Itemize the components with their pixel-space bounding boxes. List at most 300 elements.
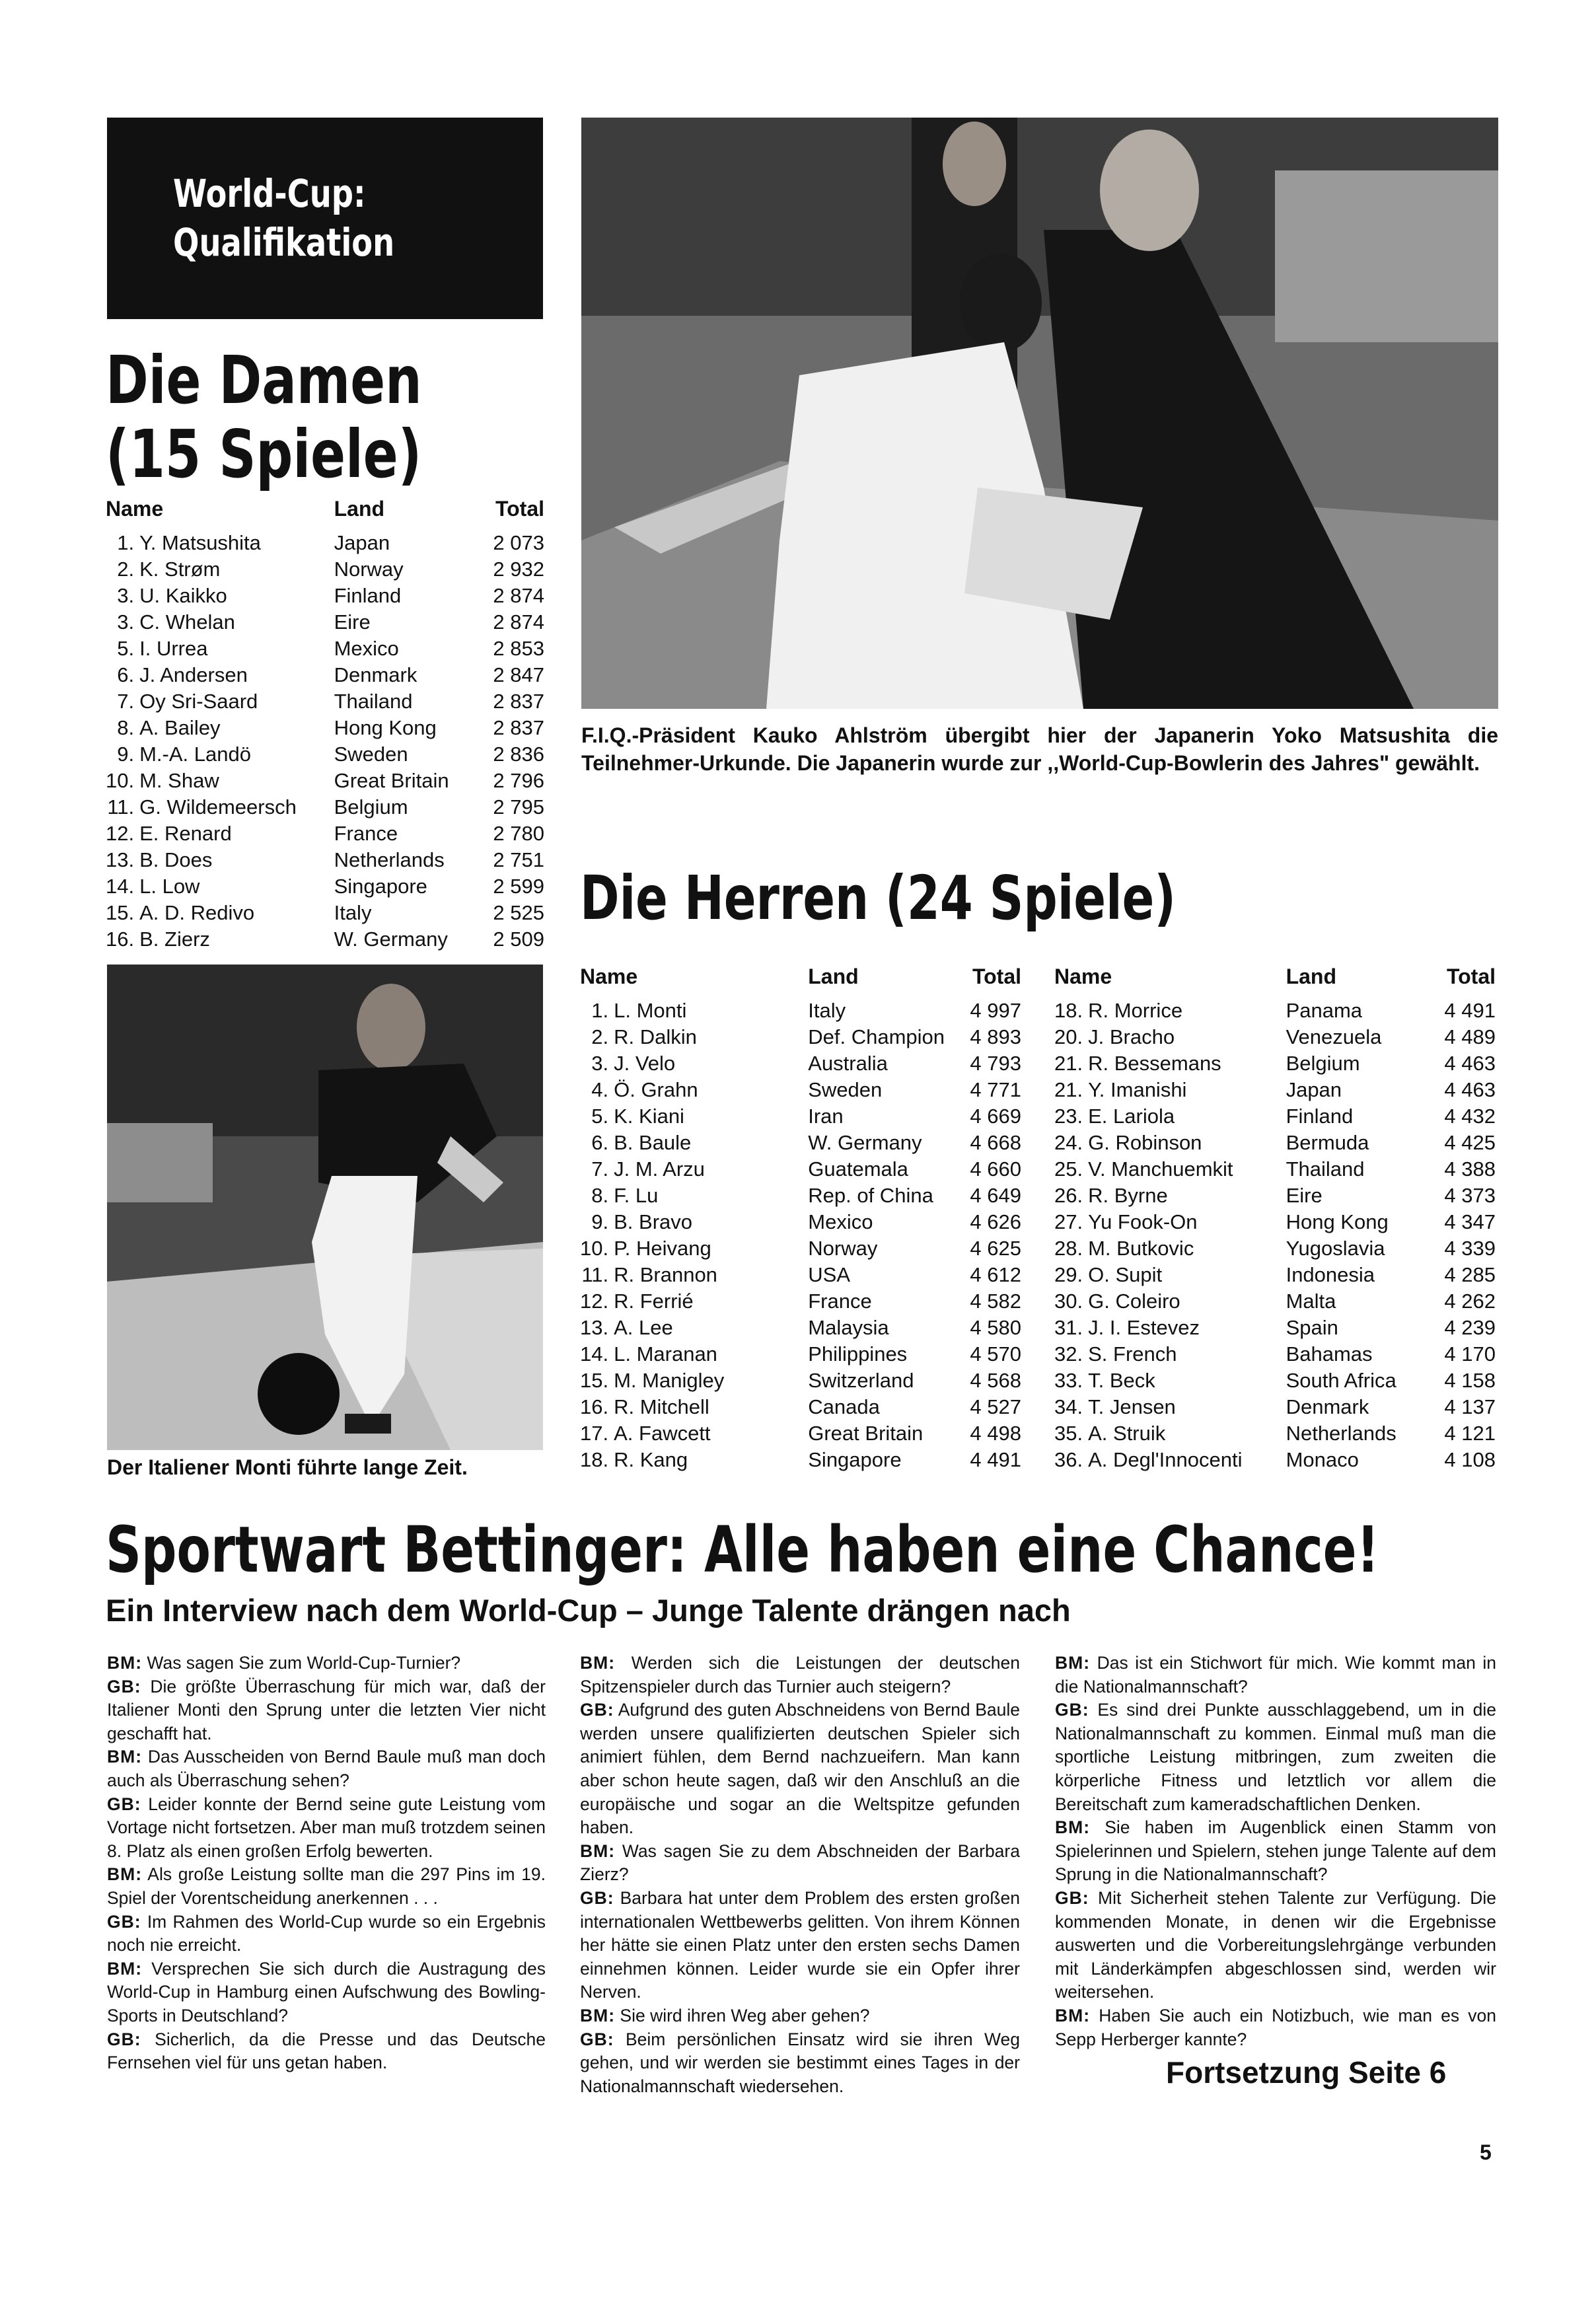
total-cell: 4 793 (970, 1052, 1021, 1075)
name-cell: G. Wildemeersch (139, 795, 297, 819)
total-cell: 4 158 (1444, 1369, 1496, 1392)
total-cell: 2 780 (493, 822, 544, 845)
total-cell: 4 491 (970, 1448, 1021, 1471)
rank-cell: 13. (106, 848, 135, 871)
total-cell: 4 612 (970, 1263, 1021, 1286)
total-cell: 2 509 (493, 928, 544, 951)
speaker-label: BM: (107, 1747, 143, 1767)
speaker-label: BM: (107, 1653, 143, 1673)
rank-cell: 27. (1054, 1210, 1083, 1233)
rank-cell: 16. (580, 1395, 609, 1418)
interview-text: Sie haben im Augenblick einen Stamm von Spielerinnen und Spielern, stehen junge Talente auf dem Sprung in die Nationalmannschaft? (1055, 1817, 1496, 1885)
country-cell: Netherlands (1286, 1422, 1396, 1445)
name-cell: Y. Imanishi (1088, 1078, 1187, 1101)
country-cell: Great Britain (334, 769, 449, 792)
table-row (1054, 1315, 1496, 1341)
table-row (106, 741, 544, 768)
total-cell: 4 771 (970, 1078, 1021, 1101)
rank-cell: 2. (117, 558, 135, 581)
total-cell: 4 649 (970, 1184, 1021, 1207)
interview-text: Werden sich die Leistungen der deutschen Spitzenspieler durch das Turnier auch steigern? (580, 1653, 1020, 1696)
country-cell: Mexico (334, 637, 399, 660)
country-cell: W. Germany (808, 1131, 922, 1154)
rank-cell: 30. (1054, 1290, 1083, 1313)
rank-cell: 17. (580, 1422, 609, 1445)
table-row (1054, 1288, 1496, 1315)
name-cell: G. Coleiro (1088, 1290, 1180, 1313)
interview-text: Sie wird ihren Weg aber gehen? (620, 2005, 870, 2025)
table-row (106, 715, 544, 741)
section-header-line1: World-Cup: (173, 171, 366, 216)
country-cell: Great Britain (808, 1422, 924, 1445)
name-cell: Oy Sri-Saard (139, 690, 258, 713)
total-cell: 2 751 (493, 848, 544, 871)
rank-cell: 5. (117, 637, 135, 660)
interview-text: Mit Sicherheit stehen Talente zur Verfügung. Die kommenden Monate, in denen wir die Ergebnisse auswerten und die Vorbereitungslehrgänge verbunden mit Länderkämpfen abgeschlossen sind, werden wir weitersehen. (1055, 1887, 1496, 2002)
table-row (106, 768, 544, 794)
column-header-land: Land (808, 965, 859, 988)
table-row (1054, 998, 1496, 1024)
interview-text: Die größte Überraschung für mich war, daß der Italiener Monti den Sprung unter die letzten Vier nicht geschafft hat. (107, 1676, 546, 1743)
total-cell: 4 668 (970, 1131, 1021, 1154)
total-cell: 4 491 (1444, 999, 1496, 1022)
name-cell: K. Strøm (139, 558, 221, 581)
interview-paragraph (1055, 2004, 1496, 2051)
country-cell: Spain (1286, 1316, 1338, 1339)
total-cell: 4 568 (970, 1369, 1021, 1392)
rank-cell: 33. (1054, 1369, 1083, 1392)
table-row (106, 794, 544, 820)
rank-cell: 24. (1054, 1131, 1083, 1154)
country-cell: Monaco (1286, 1448, 1359, 1471)
table-row (580, 1420, 1021, 1447)
total-cell: 4 582 (970, 1290, 1021, 1313)
rank-cell: 6. (117, 663, 135, 686)
total-cell: 4 121 (1444, 1422, 1496, 1445)
name-cell: M. Manigley (614, 1369, 725, 1392)
total-cell: 2 599 (493, 875, 544, 898)
country-cell: Philippines (808, 1342, 908, 1366)
table-row (1054, 1130, 1496, 1156)
table-row (580, 1050, 1021, 1077)
speaker-label: GB: (580, 1700, 614, 1720)
table-row (580, 1183, 1021, 1209)
speaker-label: GB: (107, 1794, 141, 1814)
total-cell: 4 570 (970, 1342, 1021, 1366)
speaker-label: GB: (107, 1676, 141, 1696)
table-row (1054, 1077, 1496, 1103)
rank-cell: 1. (117, 531, 135, 554)
name-cell: T. Jensen (1088, 1395, 1176, 1418)
rank-cell: 11. (581, 1263, 609, 1286)
rank-cell: 21. (1054, 1078, 1083, 1101)
interview-text: Leider konnte der Bernd seine gute Leistung vom Vortage nicht fortsetzen. Aber man muß trotzdem seinen 8. Platz als einen großen Erfolg bewerten. (107, 1794, 546, 1861)
bowler-photo-caption: Der Italiener Monti führte lange Zeit. (107, 1455, 468, 1479)
name-cell: Ö. Grahn (614, 1078, 698, 1101)
total-cell: 4 893 (970, 1025, 1021, 1048)
interview-text: Was sagen Sie zum World-Cup-Turnier? (147, 1653, 461, 1673)
country-cell: Panama (1286, 999, 1363, 1022)
interview-paragraph (580, 2004, 1020, 2028)
country-cell: Italy (334, 901, 372, 924)
name-cell: O. Supit (1088, 1263, 1163, 1286)
interview-column-2 (580, 1652, 1020, 2098)
herren-results-table-left (580, 963, 1021, 1473)
column-header-total: Total (495, 497, 544, 521)
country-cell: South Africa (1286, 1369, 1396, 1392)
table-row (106, 662, 544, 688)
table-row (106, 583, 544, 609)
name-cell: R. Brannon (614, 1263, 717, 1286)
name-cell: B. Zierz (139, 928, 210, 951)
rank-cell: 23. (1054, 1105, 1083, 1128)
section-header-line2: Qualifikation (173, 220, 395, 265)
total-cell: 4 997 (970, 999, 1021, 1022)
rank-cell: 13. (580, 1316, 609, 1339)
total-cell: 4 262 (1444, 1290, 1496, 1313)
country-cell: Malaysia (808, 1316, 889, 1339)
interview-paragraph (107, 1911, 546, 1957)
name-cell: I. Urrea (139, 637, 208, 660)
country-cell: Netherlands (334, 848, 445, 871)
interview-column-1 (107, 1652, 546, 2075)
name-cell: S. French (1088, 1342, 1177, 1366)
table-row (106, 609, 544, 636)
name-cell: B. Bravo (614, 1210, 692, 1233)
total-cell: 2 073 (493, 531, 544, 554)
speaker-label: GB: (1055, 1700, 1089, 1720)
rank-cell: 20. (1054, 1025, 1083, 1048)
speaker-label: BM: (580, 2005, 616, 2025)
interview-paragraph (107, 1745, 546, 1792)
speaker-label: BM: (1055, 2005, 1091, 2025)
name-cell: R. Kang (614, 1448, 688, 1471)
column-header-total: Total (972, 965, 1021, 988)
total-cell: 4 669 (970, 1105, 1021, 1128)
country-cell: Thailand (1286, 1157, 1365, 1181)
total-cell: 2 837 (493, 716, 544, 739)
interview-paragraph (580, 1698, 1020, 1840)
total-cell: 4 137 (1444, 1395, 1496, 1418)
interview-paragraph (580, 1840, 1020, 1887)
country-cell: Japan (334, 531, 390, 554)
rank-cell: 15. (580, 1369, 609, 1392)
interview-subhead: Ein Interview nach dem World-Cup – Junge Talente drängen nach (106, 1593, 1071, 1628)
country-cell: France (808, 1290, 872, 1313)
rank-cell: 6. (591, 1131, 609, 1154)
table-row (106, 636, 544, 662)
interview-text: Das ist ein Stichwort für mich. Wie kommt man in die Nationalmannschaft? (1055, 1653, 1496, 1696)
name-cell: E. Renard (139, 822, 232, 845)
interview-text: Was sagen Sie zu dem Abschneiden der Barbara Zierz? (580, 1841, 1020, 1885)
country-cell: Thailand (334, 690, 413, 713)
name-cell: J. I. Estevez (1088, 1316, 1200, 1339)
award-ceremony-photo (581, 118, 1498, 709)
interview-paragraph (107, 1793, 546, 1864)
name-cell: F. Lu (614, 1184, 659, 1207)
interview-column-3 (1055, 1652, 1496, 2051)
country-cell: Denmark (334, 663, 417, 686)
total-cell: 4 498 (970, 1422, 1021, 1445)
name-cell: V. Manchuemkit (1088, 1157, 1233, 1181)
interview-paragraph (107, 1957, 546, 2028)
country-cell: Hong Kong (334, 716, 437, 739)
table-row (580, 1288, 1021, 1315)
interview-paragraph (1055, 1816, 1496, 1887)
country-cell: Hong Kong (1286, 1210, 1389, 1233)
herren-results-table-right (1054, 963, 1496, 1473)
interview-text: Im Rahmen des World-Cup wurde so ein Ergebnis noch nie erreicht. (107, 1911, 546, 1955)
speaker-label: BM: (107, 1958, 143, 1979)
rank-cell: 12. (106, 822, 135, 845)
total-cell: 2 525 (493, 901, 544, 924)
rank-cell: 18. (1054, 999, 1083, 1022)
table-row (1054, 1183, 1496, 1209)
speaker-label: GB: (580, 2029, 614, 2049)
country-cell: Norway (808, 1237, 878, 1260)
name-cell: R. Morrice (1088, 999, 1183, 1022)
name-cell: J. M. Arzu (614, 1157, 705, 1181)
country-cell: Rep. of China (808, 1184, 933, 1207)
total-cell: 4 463 (1444, 1078, 1496, 1101)
table-header-row (1054, 963, 1496, 998)
country-cell: Switzerland (808, 1369, 914, 1392)
name-cell: A. D. Redivo (139, 901, 255, 924)
rank-cell: 7. (117, 690, 135, 713)
table-row (580, 1315, 1021, 1341)
total-cell: 2 836 (493, 743, 544, 766)
country-cell: Yugoslavia (1286, 1237, 1385, 1260)
country-cell: Bermuda (1286, 1131, 1369, 1154)
table-row (580, 1103, 1021, 1130)
rank-cell: 35. (1054, 1422, 1083, 1445)
name-cell: M. Butkovic (1088, 1237, 1194, 1260)
interview-text: Beim persönlichen Einsatz wird sie ihren Weg gehen, und wir werden sie bestimmt eines Tages in der Nationalmannschaft wiedersehen. (580, 2029, 1020, 2096)
total-cell: 4 170 (1444, 1342, 1496, 1366)
name-cell: B. Baule (614, 1131, 692, 1154)
table-row (1054, 1262, 1496, 1288)
country-cell: Singapore (334, 875, 427, 898)
name-cell: J. Velo (614, 1052, 676, 1075)
column-header-total: Total (1446, 965, 1496, 988)
total-cell: 4 425 (1444, 1131, 1496, 1154)
speaker-label: BM: (580, 1653, 616, 1673)
name-cell: M.-A. Landö (139, 743, 251, 766)
interview-paragraph (107, 2028, 546, 2075)
table-row (580, 1262, 1021, 1288)
damen-heading (106, 344, 422, 492)
speaker-label: BM: (580, 1841, 616, 1861)
column-header-name: Name (106, 497, 164, 521)
country-cell: Italy (808, 999, 846, 1022)
table-row (106, 530, 544, 556)
name-cell: R. Byrne (1088, 1184, 1168, 1207)
table-row (106, 926, 544, 953)
name-cell: E. Lariola (1088, 1105, 1175, 1128)
table-row (1054, 1156, 1496, 1183)
rank-cell: 31. (1054, 1316, 1083, 1339)
name-cell: R. Ferrié (614, 1290, 694, 1313)
table-row (106, 556, 544, 583)
continued-note: Fortsetzung Seite 6 (1166, 2055, 1447, 2090)
interview-paragraph (580, 1887, 1020, 2004)
country-cell: Bahamas (1286, 1342, 1373, 1366)
rank-cell: 21. (1054, 1052, 1083, 1075)
name-cell: L. Low (139, 875, 200, 898)
interview-paragraph (107, 1863, 546, 1910)
name-cell: A. Fawcett (614, 1422, 711, 1445)
rank-cell: 3. (591, 1052, 609, 1075)
total-cell: 2 795 (493, 795, 544, 819)
table-row (106, 873, 544, 900)
total-cell: 4 660 (970, 1157, 1021, 1181)
table-row (580, 1235, 1021, 1262)
country-cell: Iran (808, 1105, 844, 1128)
country-cell: USA (808, 1263, 850, 1286)
total-cell: 4 432 (1444, 1105, 1496, 1128)
name-cell: R. Dalkin (614, 1025, 697, 1048)
section-header-box (107, 118, 543, 319)
table-row (580, 1367, 1021, 1394)
rank-cell: 29. (1054, 1263, 1083, 1286)
country-cell: Singapore (808, 1448, 902, 1471)
name-cell: R. Bessemans (1088, 1052, 1221, 1075)
total-cell: 2 874 (493, 584, 544, 607)
name-cell: C. Whelan (139, 610, 235, 634)
total-cell: 4 285 (1444, 1263, 1496, 1286)
total-cell: 2 837 (493, 690, 544, 713)
country-cell: Eire (334, 610, 371, 634)
rank-cell: 28. (1054, 1237, 1083, 1260)
speaker-label: BM: (1055, 1817, 1091, 1838)
rank-cell: 10. (106, 769, 135, 792)
table-row (106, 820, 544, 847)
table-row (580, 1130, 1021, 1156)
name-cell: J. Bracho (1088, 1025, 1175, 1048)
country-cell: Canada (808, 1395, 880, 1418)
name-cell: U. Kaikko (139, 584, 227, 607)
damen-heading-line1: Die Damen (106, 342, 422, 419)
total-cell: 4 239 (1444, 1316, 1496, 1339)
table-row (580, 1024, 1021, 1050)
table-row (580, 1156, 1021, 1183)
country-cell: Norway (334, 558, 404, 581)
interview-paragraph (1055, 1698, 1496, 1816)
table-row (1054, 1209, 1496, 1235)
rank-cell: 3. (117, 584, 135, 607)
rank-cell: 10. (580, 1237, 609, 1260)
country-cell: Eire (1286, 1184, 1323, 1207)
country-cell: Belgium (334, 795, 408, 819)
interview-text: Es sind drei Punkte ausschlaggebend, um in die Nationalmannschaft zu kommen. Einmal muß man die sportliche Leistung mitbringen, zum zweiten die körperliche Fitness und letztlich vor allem die Bereitschaft zum kameradschaftlichen Denken. (1055, 1700, 1497, 1814)
column-header-name: Name (1054, 965, 1112, 988)
table-row (1054, 1367, 1496, 1394)
table-row (1054, 1103, 1496, 1130)
total-cell: 4 108 (1444, 1448, 1496, 1471)
interview-paragraph (580, 2028, 1020, 2099)
table-header-row (106, 495, 544, 530)
speaker-label: BM: (107, 1864, 143, 1885)
name-cell: A. Struik (1088, 1422, 1166, 1445)
table-row (580, 1447, 1021, 1473)
interview-text: Als große Leistung sollte man die 297 Pins im 19. Spiel der Vorentscheidung anerkennen . . . (107, 1864, 546, 1908)
total-cell: 2 932 (493, 558, 544, 581)
name-cell: K. Kiani (614, 1105, 684, 1128)
country-cell: Guatemala (808, 1157, 908, 1181)
total-cell: 2 874 (493, 610, 544, 634)
rank-cell: 4. (591, 1078, 609, 1101)
rank-cell: 8. (117, 716, 135, 739)
table-row (1054, 1050, 1496, 1077)
speaker-label: GB: (107, 2029, 141, 2049)
rank-cell: 11. (107, 795, 135, 819)
name-cell: G. Robinson (1088, 1131, 1202, 1154)
country-cell: France (334, 822, 398, 845)
table-row (1054, 1420, 1496, 1447)
table-row (580, 1077, 1021, 1103)
country-cell: Def. Champion (808, 1025, 945, 1048)
rank-cell: 18. (580, 1448, 609, 1471)
country-cell: Finland (334, 584, 402, 607)
table-row (1054, 1024, 1496, 1050)
country-cell: Belgium (1286, 1052, 1360, 1075)
award-photo-caption: F.I.Q.-Präsident Kauko Ahlström übergibt hier der Japanerin Yoko Matsushita die Teilnehmer-Urkunde. Die Japanerin wurde zur ,,World-Cup-Bowlerin des Jahres" gewählt. (581, 723, 1498, 775)
country-cell: Indonesia (1286, 1263, 1375, 1286)
name-cell: Yu Fook-On (1088, 1210, 1198, 1233)
column-header-name: Name (580, 965, 638, 988)
rank-cell: 25. (1054, 1157, 1083, 1181)
name-cell: M. Shaw (139, 769, 219, 792)
rank-cell: 8. (591, 1184, 609, 1207)
rank-cell: 7. (591, 1157, 609, 1181)
speaker-label: GB: (580, 1887, 614, 1908)
name-cell: L. Monti (614, 999, 687, 1022)
country-cell: Malta (1286, 1290, 1336, 1313)
interview-text: Das Ausscheiden von Bernd Baule muß man doch auch als Überraschung sehen? (107, 1747, 546, 1790)
total-cell: 4 463 (1444, 1052, 1496, 1075)
rank-cell: 1. (591, 999, 609, 1022)
interview-text: Sicherlich, da die Presse und das Deutsche Fernsehen viel für uns getan haben. (107, 2029, 546, 2073)
total-cell: 4 489 (1444, 1025, 1496, 1048)
speaker-label: BM: (1055, 1653, 1091, 1673)
country-cell: Finland (1286, 1105, 1354, 1128)
interview-paragraph (107, 1675, 546, 1746)
table-row (580, 1394, 1021, 1420)
interview-text: Barbara hat unter dem Problem des ersten großen internationalen Wettbewerbs gelitten. Von ihrem Können her hätte sie einen Platz unter den ersten sechs Damen einnehmen können. Leider wurde sie ein Opfer ihrer Nerven. (580, 1887, 1020, 2002)
table-row (580, 998, 1021, 1024)
table-row (106, 688, 544, 715)
name-cell: A. Lee (614, 1316, 673, 1339)
total-cell: 2 847 (493, 663, 544, 686)
total-cell: 4 626 (970, 1210, 1021, 1233)
table-row (1054, 1341, 1496, 1367)
name-cell: R. Mitchell (614, 1395, 709, 1418)
name-cell: A. Bailey (139, 716, 221, 739)
table-row (580, 1341, 1021, 1367)
bowler-monti-photo (107, 965, 543, 1450)
country-cell: Mexico (808, 1210, 873, 1233)
page-number: 5 (1480, 2140, 1492, 2164)
rank-cell: 26. (1054, 1184, 1083, 1207)
country-cell: Japan (1286, 1078, 1342, 1101)
name-cell: Y. Matsushita (139, 531, 261, 554)
interview-text: Haben Sie auch ein Notizbuch, wie man es von Sepp Herberger kannte? (1055, 2005, 1496, 2049)
rank-cell: 3. (117, 610, 135, 634)
total-cell: 4 347 (1444, 1210, 1496, 1233)
interview-paragraph (1055, 1887, 1496, 2004)
rank-cell: 14. (580, 1342, 609, 1366)
speaker-label: GB: (1055, 1887, 1089, 1908)
